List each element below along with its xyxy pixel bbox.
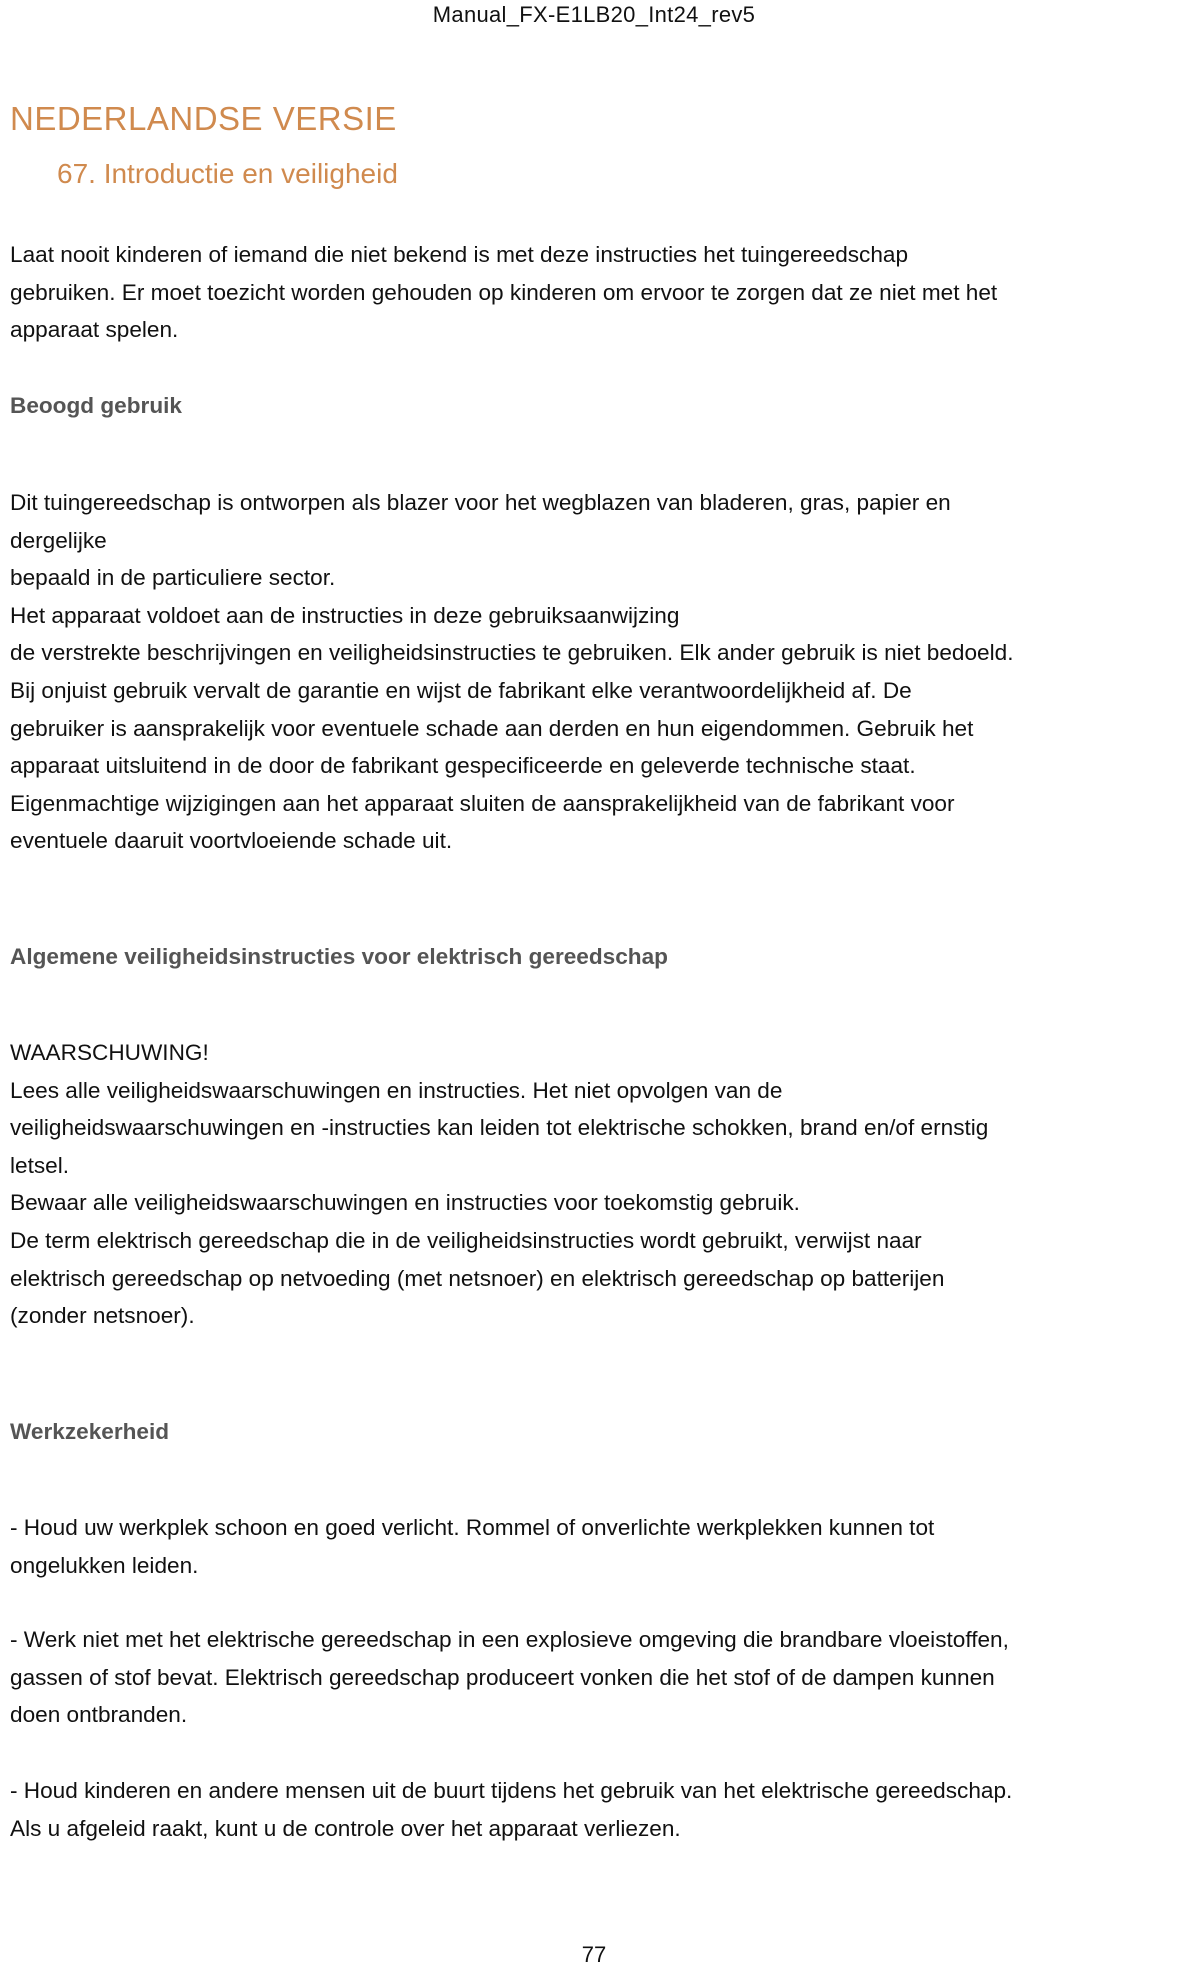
text-line: doen ontbranden.	[10, 1702, 188, 1728]
section-title-intended-use: Beoogd gebruik	[10, 393, 182, 418]
text-line: Bewaar alle veiligheidswaarschuwingen en instructies voor toekomstig gebruik.	[10, 1190, 800, 1216]
text-line: apparaat uitsluitend in de door de fabrikant gespecificeerde en geleverde technische staat.	[10, 753, 916, 779]
text-line: eventuele daaruit voortvloeiende schade uit.	[10, 828, 453, 854]
section-heading: 67. Introductie en veiligheid	[57, 158, 398, 189]
page-number: 77	[581, 1942, 607, 1967]
text-line: Bij onjuist gebruik vervalt de garantie en wijst de fabrikant elke verantwoordelijkheid af. De	[10, 677, 912, 703]
document-header: Manual_FX-E1LB20_Int24_rev5	[432, 2, 756, 27]
text-line: Dit tuingereedschap is ontworpen als blazer voor het wegblazen van bladeren, gras, papier en	[10, 490, 951, 515]
text-line: - Houd kinderen en andere mensen uit de buurt tijdens het gebruik van het elektrische gereedschap.	[10, 1778, 1013, 1803]
text-line: De term elektrisch gereedschap die in de veiligheidsinstructies wordt gebruikt, verwijst naar	[10, 1227, 922, 1253]
intended-use-paragraph	[10, 484, 1182, 860]
general-safety-paragraph	[10, 1034, 1182, 1335]
text-line: Lees alle veiligheidswaarschuwingen en instructies. Het niet opvolgen van de	[10, 1077, 783, 1103]
text-line: de verstrekte beschrijvingen en veiligheidsinstructies te gebruiken. Elk ander gebruik is niet bedoeld.	[10, 640, 1014, 666]
text-line: gassen of stof bevat. Elektrisch gereedschap produceert vonken die het stof of de dampen kunnen	[10, 1664, 995, 1690]
section-title-work-safety: Werkzekerheid	[10, 1419, 170, 1444]
text-line: Eigenmachtige wijzigingen aan het apparaat sluiten de aansprakelijkheid van de fabrikant voor	[10, 790, 955, 816]
text-line: letsel.	[10, 1152, 70, 1178]
text-line: Het apparaat voldoet aan de instructies in deze gebruiksaanwijzing	[10, 602, 680, 628]
text-line: veiligheidswaarschuwingen en -instructies kan leiden tot elektrische schokken, brand en/of ernstig	[10, 1115, 989, 1141]
text-line: bepaald in de particuliere sector.	[10, 565, 336, 591]
text-line: - Werk niet met het elektrische gereedschap in een explosieve omgeving die brandbare vloeistoffen,	[10, 1627, 1009, 1652]
text-line: (zonder netsnoer).	[10, 1303, 195, 1329]
warning-label: WAARSCHUWING!	[10, 1040, 209, 1065]
text-line: Laat nooit kinderen of iemand die niet bekend is met deze instructies het tuingereedschap	[10, 242, 909, 267]
work-safety-item	[10, 1509, 1182, 1584]
text-line: dergelijke	[10, 527, 107, 553]
work-safety-item	[10, 1621, 1182, 1734]
text-line: gebruiker is aansprakelijk voor eventuele schade aan derden en hun eigendommen. Gebruik het	[10, 715, 974, 741]
work-safety-item	[10, 1772, 1182, 1847]
text-line: - Houd uw werkplek schoon en goed verlicht. Rommel of onverlichte werkplekken kunnen tot	[10, 1515, 935, 1540]
text-line: elektrisch gereedschap op netvoeding (met netsnoer) en elektrisch gereedschap op batterijen	[10, 1265, 945, 1291]
intro-paragraph	[10, 236, 1182, 349]
text-line: Als u afgeleid raakt, kunt u de controle over het apparaat verliezen.	[10, 1815, 681, 1841]
text-line: ongelukken leiden.	[10, 1552, 199, 1578]
section-title-general-safety: Algemene veiligheidsinstructies voor elektrisch gereedschap	[10, 944, 668, 969]
text-line: apparaat spelen.	[10, 317, 179, 343]
text-line: gebruiken. Er moet toezicht worden gehouden op kinderen om ervoor te zorgen dat ze niet met het	[10, 279, 998, 305]
page-heading: NEDERLANDSE VERSIE	[10, 100, 397, 137]
